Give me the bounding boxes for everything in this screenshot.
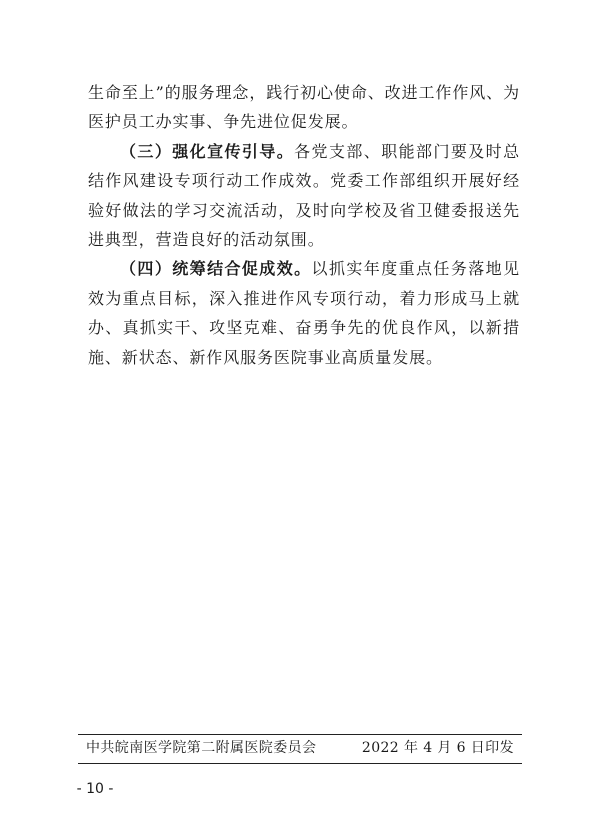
paragraph-publicity [88,137,520,255]
footer-date: 2022 年 4 月 6 日印发 [361,740,514,756]
footer-bottom-rule [78,763,522,764]
paragraph-coordination [88,254,520,372]
footer-issuer: 中共皖南医学院第二附属医院委员会 [86,740,317,756]
paragraph-text: 生命至上”的服务理念，践行初心使命、改进工作作风、为医护员工办实事、争先进位促发展。 [88,83,520,132]
paragraph-text: 以抓实年度重点任务落地见效为重点目标，深入推进作风专项行动，着力形成马上就办、真抓实干、攻坚克难、奋勇争先的优良作风，以新措施、新状态、新作风服务医院事业高质量发展。 [88,259,520,367]
paragraph-text: 各党支部、职能部门要及时总结作风建设专项行动工作成效。党委工作部组织开展好经验好做法的学习交流活动，及时向学校及省卫健委报送先进典型，营造良好的活动氛围。 [88,141,520,250]
paragraph-continuation [88,78,520,137]
section-heading: （四）统筹结合促成效。 [120,259,312,279]
footer-top-rule [78,734,522,735]
footer-issuance [86,738,514,758]
section-heading: （三）强化宣传引导。 [120,141,295,161]
page-number: - 10 - [76,781,114,797]
document-body [88,78,520,372]
